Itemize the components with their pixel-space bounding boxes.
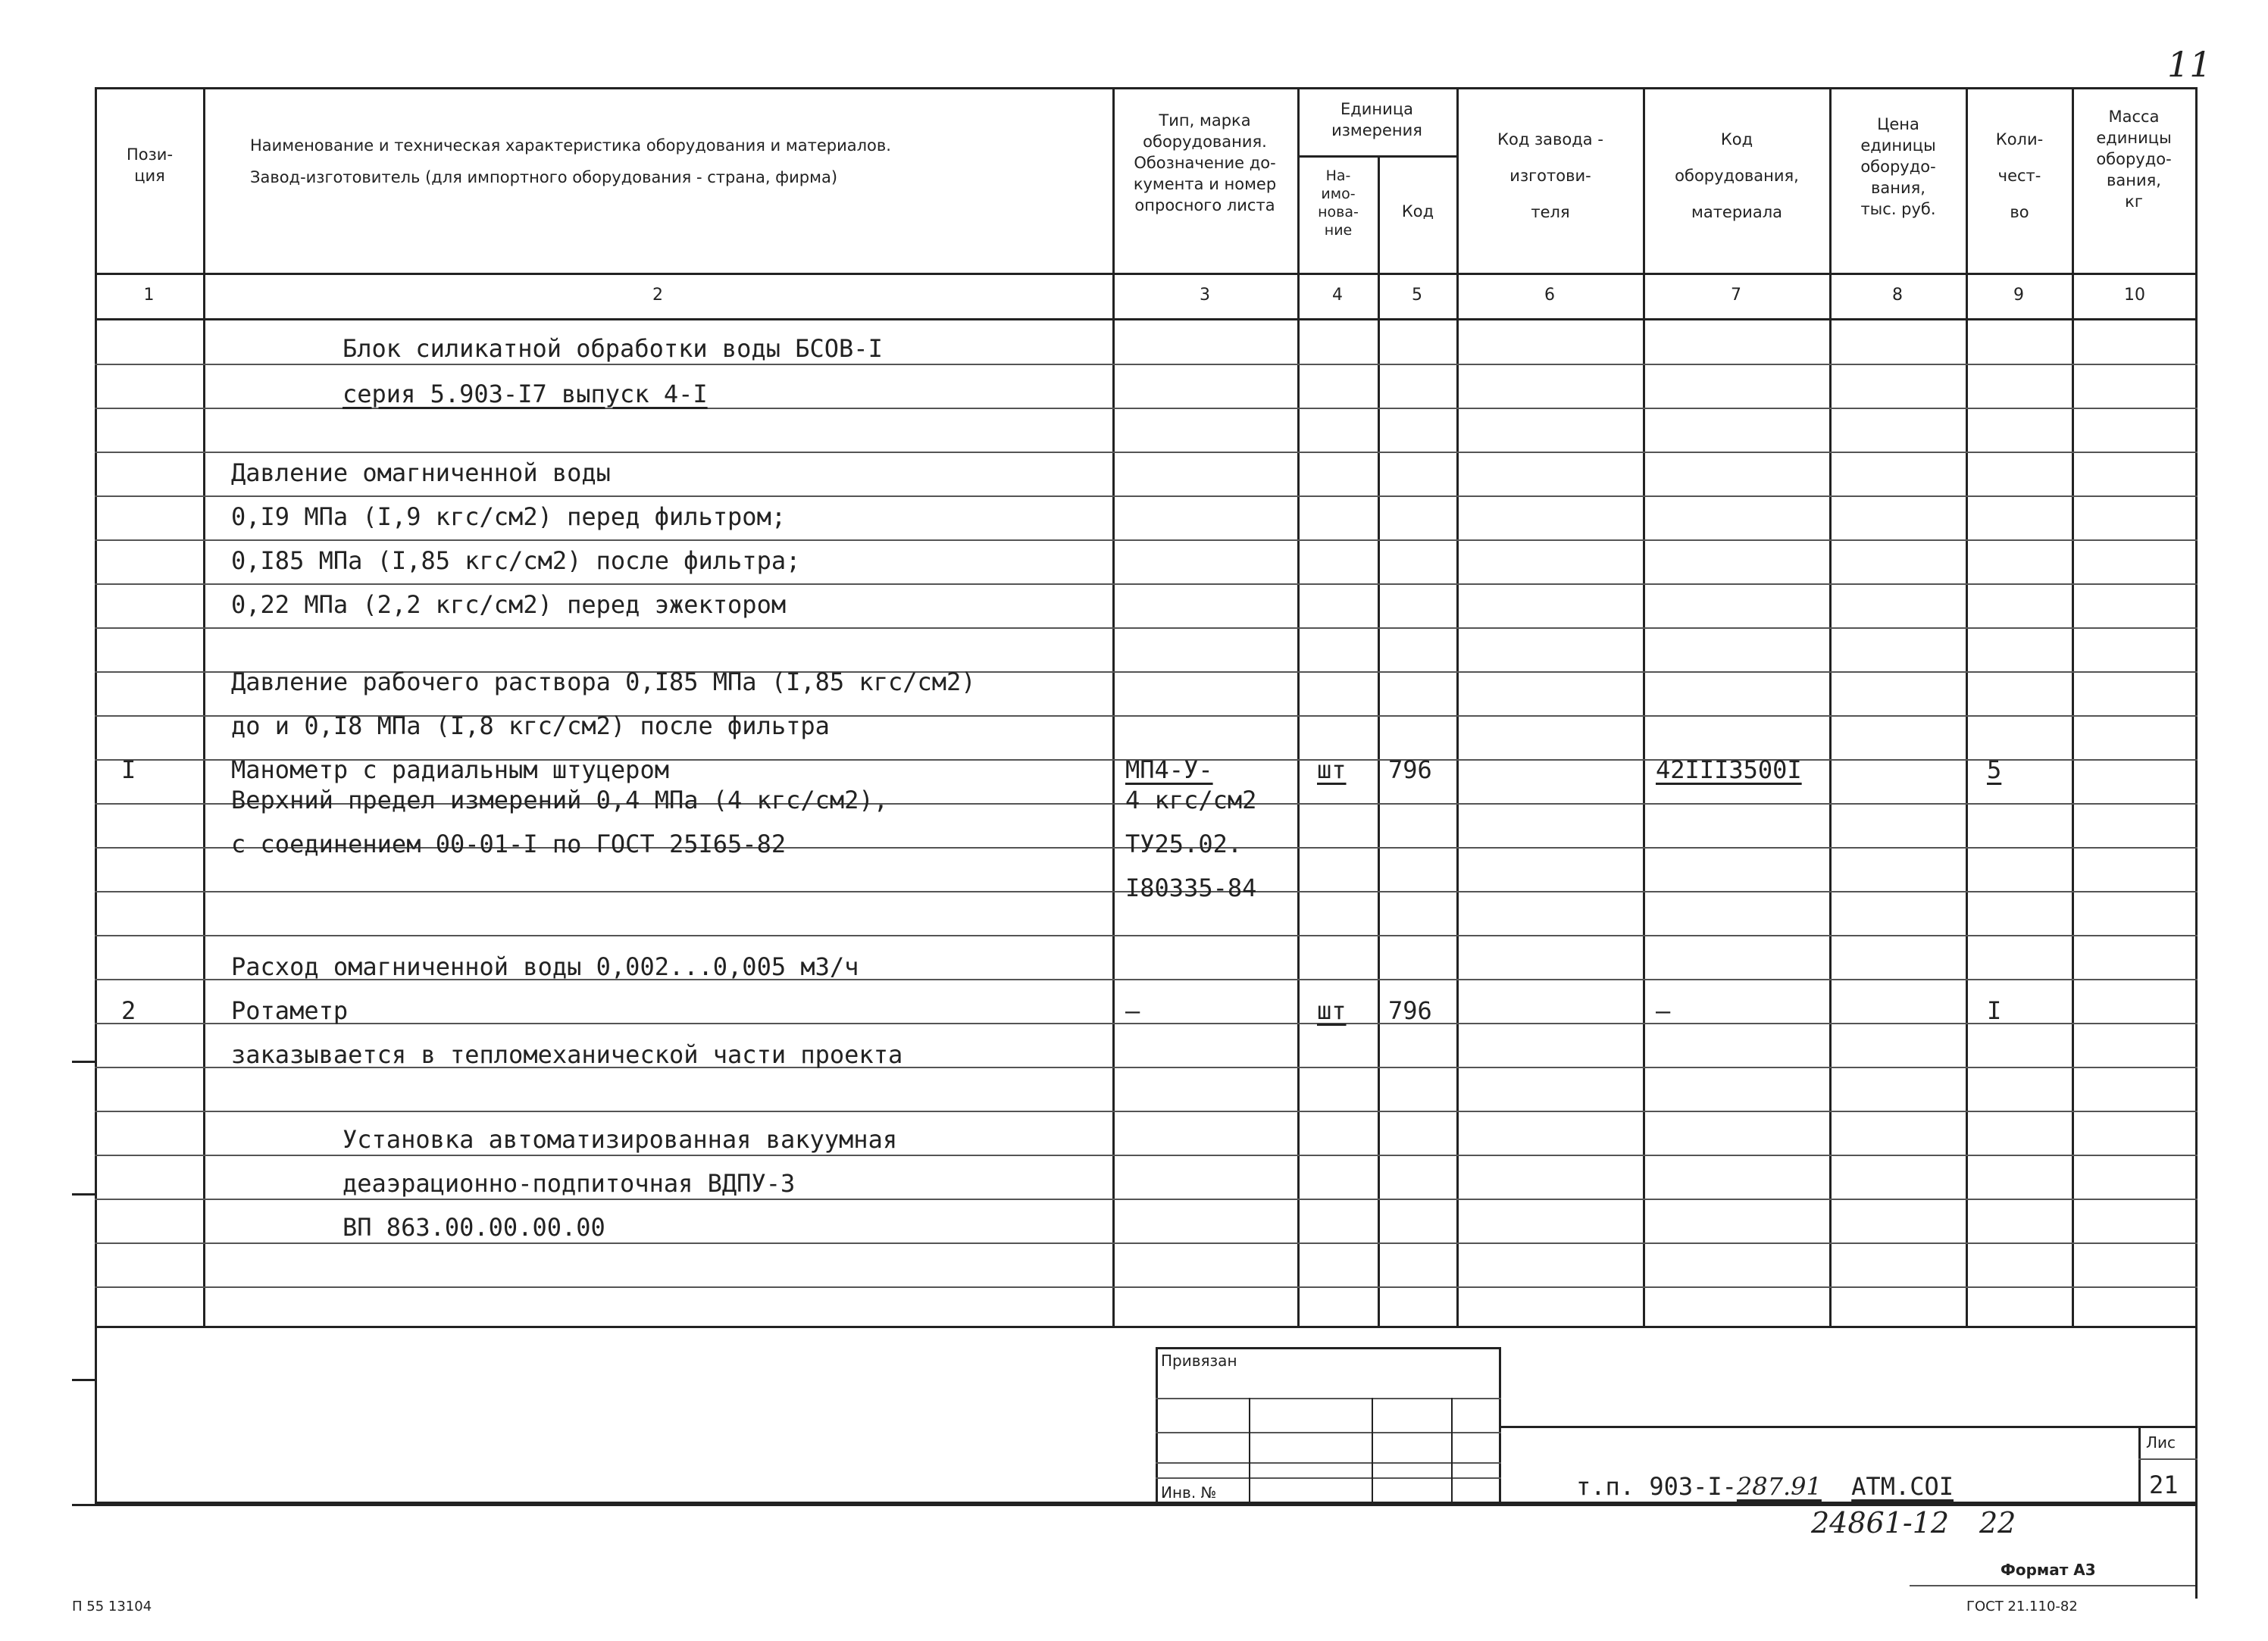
col-number: 5 [1412,286,1422,305]
stamp-archive-sheet: 22 [1979,1506,2016,1539]
table-row-type: МП4-У- [1125,755,1213,784]
col-number: 2 [652,286,663,305]
table-row-name: 0,I85 МПа (I,85 кгс/см2) после фильтра; [231,546,801,575]
bottom-left-code: П 55 13104 [72,1599,152,1614]
stamp-list-number: 21 [2149,1471,2179,1499]
header-manufacturer-code: Код завода - изготови- теля [1497,130,1603,221]
table-row-name: 0,22 МПа (2,2 кгс/см2) перед эжектором [231,590,787,619]
col-number: 6 [1544,286,1555,305]
header-unit: Единица измерения [1331,100,1422,139]
table-row-quantity: I [1987,996,2002,1025]
header-type: Тип, марка оборудования. Обозначение до- кумента и номер опросного листа [1133,111,1277,214]
table-row-name: 0,I9 МПа (I,9 кгс/см2) перед фильтром; [231,502,787,531]
col-number: 8 [1892,286,1903,305]
table-row-name: серия 5.903-I7 выпуск 4-I [343,380,708,408]
table-row-name: Блок силикатной обработки воды БСОВ-I [343,334,883,363]
table-row-unit: шт [1317,996,1347,1025]
table-row-name: Давление омагниченной воды [231,458,611,487]
table-row-equipment-code: – [1656,996,1671,1025]
page-corner-number: 11 [2167,44,2212,85]
col-number: 7 [1731,286,1741,305]
table-row-type: – [1125,996,1140,1025]
header-price: Цена единицы оборудо- вания, тыс. руб. [1860,115,1936,218]
table-row-position: 2 [121,996,136,1025]
table-row-name: ВП 863.00.00.00.00 [343,1213,605,1242]
col-number: 10 [2124,286,2145,305]
header-quantity: Коли- чест- во [1995,130,2044,221]
header-name: Наименование и техническая характеристика оборудования и материалов. Завод-изготовитель (для импортного оборудования - страна, фирма) [250,136,891,186]
stamp-privyazan-label: Привязан [1161,1352,1237,1370]
header-position: Пози- ция [126,145,174,185]
table-row-name: Расход омагниченной воды 0,002...0,005 м3/ч [231,952,859,981]
col-number: 4 [1332,286,1343,305]
table-row-name: Верхний предел измерений 0,4 МПа (4 кгс/см2), [231,786,888,814]
header-mass: Масса единицы оборудо- вания, кг [2096,108,2172,211]
stamp-archive-number: 24861-12 [1811,1506,1950,1539]
table-row-type: I80335-84 [1125,874,1257,902]
col-number: 3 [1200,286,1210,305]
table-row-name: деаэрационно-подпиточная ВДПУ-3 [343,1169,796,1198]
table-row-unit-code: 796 [1388,996,1432,1025]
table-row-name: Давление рабочего раствора 0,I85 МПа (I,85 кгс/см2) [231,667,976,696]
stamp-inv-label: Инв. № [1161,1483,1217,1502]
header-equipment-code: Код оборудования, материала [1675,130,1799,221]
table-row-name: Установка автоматизированная вакуумная [343,1125,898,1154]
stamp-document-code: т.п. 903-I-287.91 АТМ.COI [1576,1472,1954,1501]
table-row-name: Манометр с радиальным штуцером [231,755,669,784]
col-number: 1 [143,286,155,305]
table-row-name: Ротаметр [231,996,349,1025]
col-number: 9 [2013,286,2024,305]
table-row-quantity: 5 [1987,755,2002,784]
bottom-right-standard: ГОСТ 21.110-82 [1966,1599,2078,1614]
table-row-unit-code: 796 [1388,755,1432,784]
table-row-name: заказывается в тепломеханической части проекта [231,1040,903,1069]
table-row-type: 4 кгс/см2 [1125,786,1257,814]
header-unit-code: Код [1401,202,1434,220]
stamp-format: Формат А3 [2001,1561,2096,1579]
stamp-list-label: Лис [2146,1433,2176,1452]
table-row-equipment-code: 42III3500I [1656,755,1802,784]
table-row-name: с соединением 00-01-I по ГОСТ 25I65-82 [231,830,787,858]
table-row-unit: шт [1317,755,1347,784]
header-unit-name: На- имо- нова- ние [1318,167,1359,239]
table-row-position: I [121,755,136,784]
stamp-privyazan-box [1156,1347,1501,1504]
table-row-name: до и 0,I8 МПа (I,8 кгс/см2) после фильтра [231,711,830,740]
table-row-type: ТУ25.02. [1125,830,1243,858]
